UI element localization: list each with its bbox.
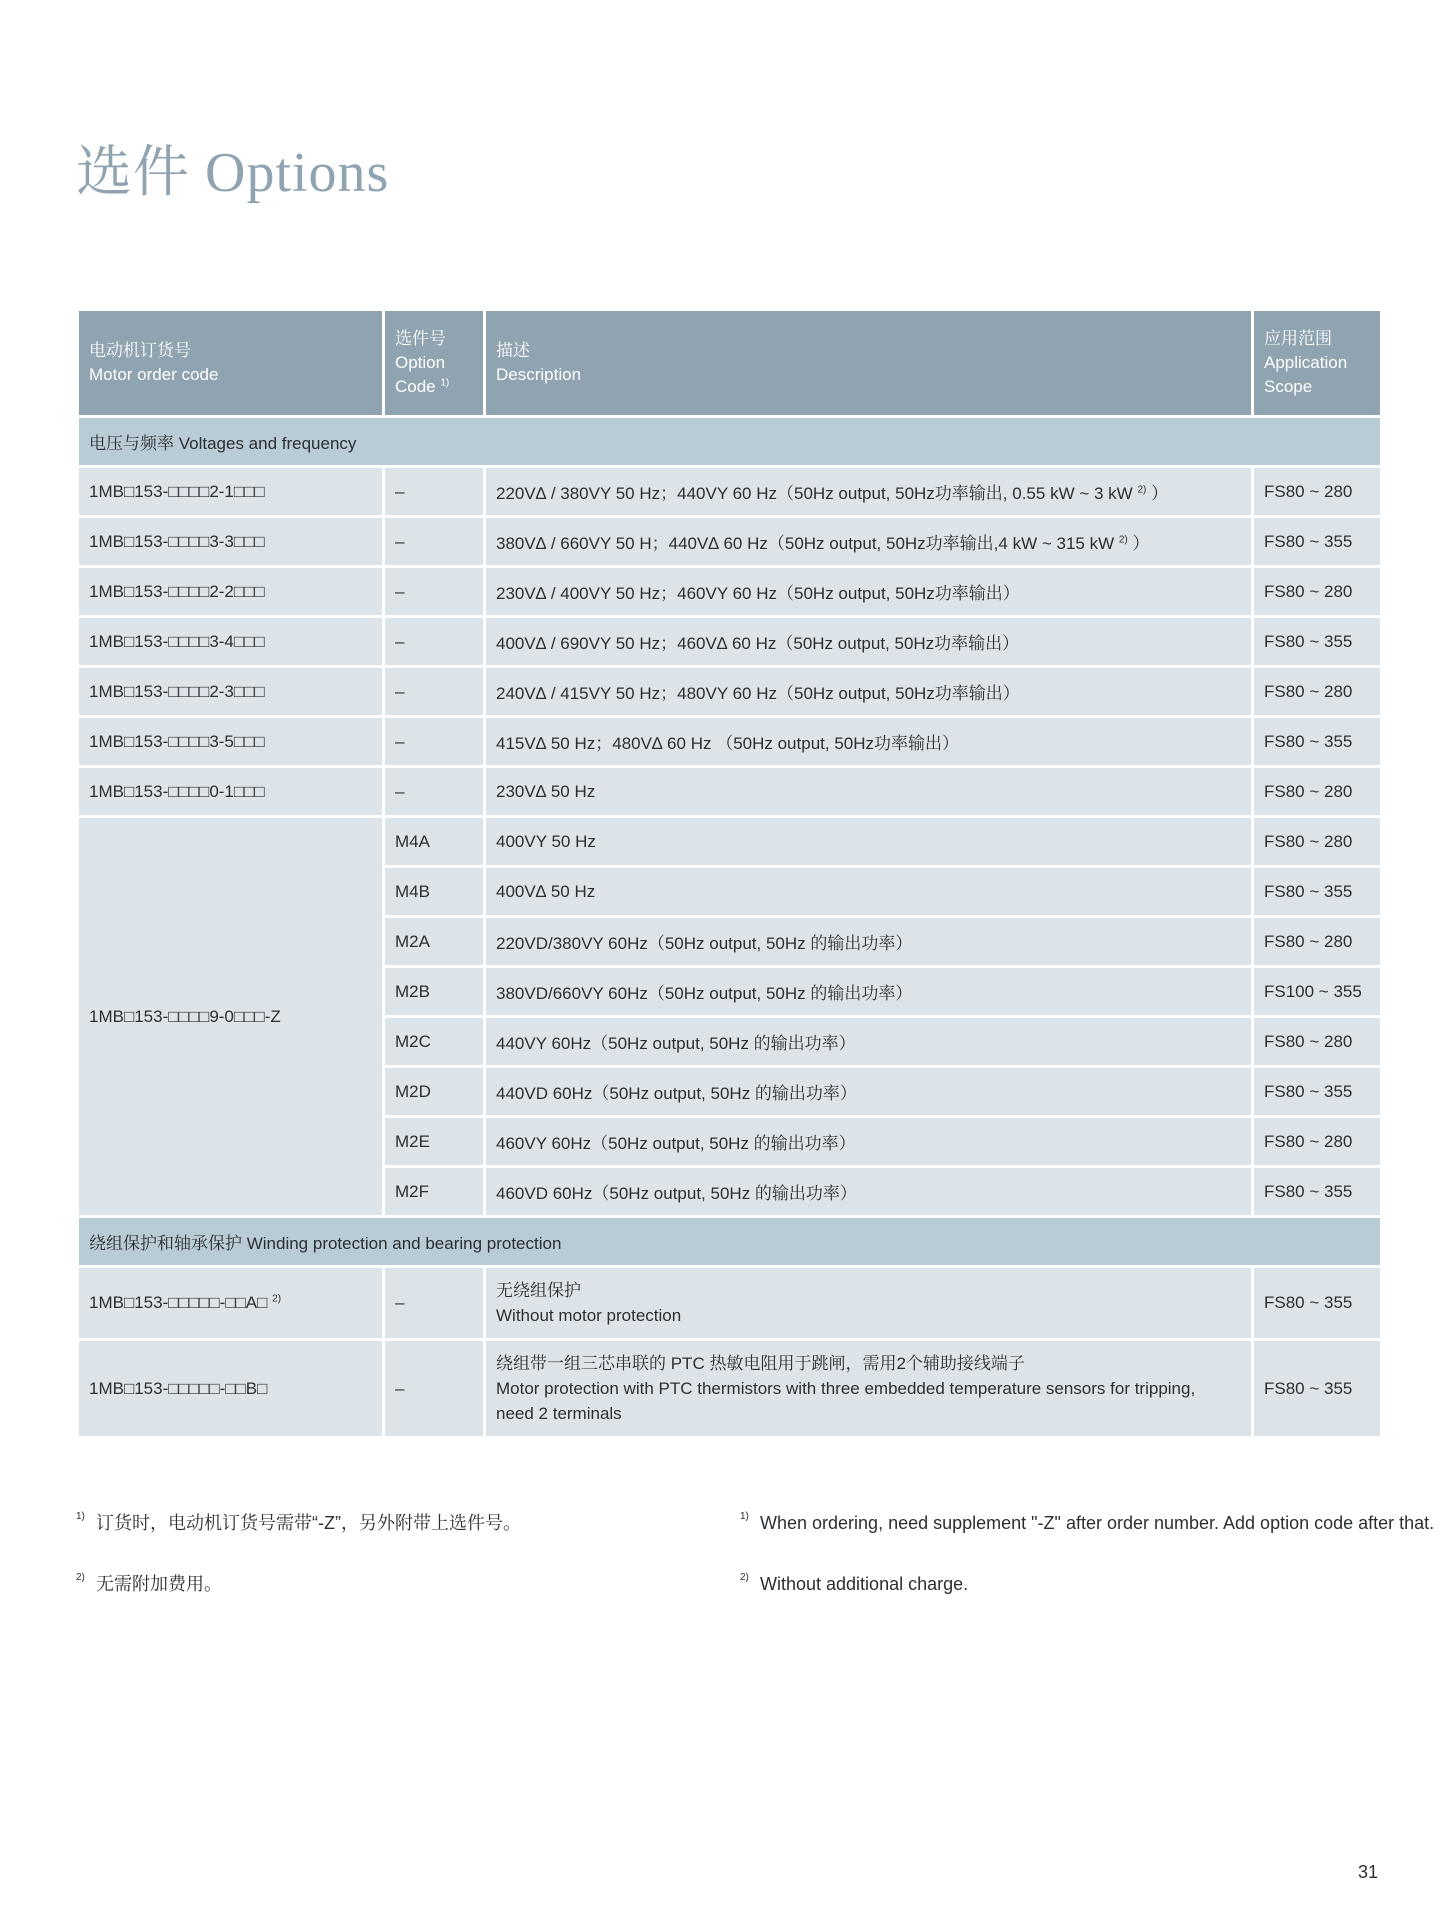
motor-code-cell: 1MB□153-□□□□3-3□□□ xyxy=(78,517,384,567)
description-cell: 230V∆ / 400VY 50 Hz；460VY 60 Hz（50Hz output, 50Hz功率输出） xyxy=(485,567,1253,617)
footnote-en-1 xyxy=(740,1510,1440,1537)
table-row xyxy=(78,667,1382,717)
description-text: 220V∆ / 380VY 50 Hz；440VY 60 Hz（50Hz output, 50Hz功率输出, 0.55 kW ~ 3 kW xyxy=(496,484,1133,503)
scope-cell: FS80 ~ 355 xyxy=(1253,1167,1382,1217)
motor-code-text: 1MB□153-□□□□□-□□A□ xyxy=(89,1293,268,1312)
scope-cell: FS80 ~ 355 xyxy=(1253,617,1382,667)
section-title: 电压与频率 Voltages and frequency xyxy=(78,417,1382,467)
option-code-cell: – xyxy=(384,1267,485,1340)
motor-code-cell: 1MB□153-□□□□3-5□□□ xyxy=(78,717,384,767)
scope-cell: FS100 ~ 355 xyxy=(1253,967,1382,1017)
table-row xyxy=(78,717,1382,767)
option-code-cell: – xyxy=(384,567,485,617)
header-motor-order-code xyxy=(78,310,384,417)
motor-code-cell: 1MB□153-□□□□2-1□□□ xyxy=(78,467,384,517)
description-cell: 400V∆ 50 Hz xyxy=(485,867,1253,917)
table-row xyxy=(78,517,1382,567)
header-label-en: Description xyxy=(496,365,582,384)
header-label-en: Application xyxy=(1264,353,1348,372)
scope-cell: FS80 ~ 280 xyxy=(1253,567,1382,617)
options-table xyxy=(76,308,1383,1439)
scope-cell: FS80 ~ 355 xyxy=(1253,517,1382,567)
scope-cell: FS80 ~ 280 xyxy=(1253,767,1382,817)
scope-cell: FS80 ~ 280 xyxy=(1253,467,1382,517)
footnote-marker: 2) xyxy=(272,1293,282,1305)
section-row xyxy=(78,417,1382,467)
description-en: Motor protection with PTC thermistors with three embedded temperature sensors for tripping, xyxy=(496,1379,1196,1398)
footnote-marker: 2) xyxy=(1137,484,1147,496)
header-label-cn: 选件号 xyxy=(395,329,446,348)
scope-cell: FS80 ~ 355 xyxy=(1253,1340,1382,1438)
scope-cell: FS80 ~ 280 xyxy=(1253,817,1382,867)
motor-code-cell: 1MB□153-□□□□3-4□□□ xyxy=(78,617,384,667)
option-code-cell: – xyxy=(384,517,485,567)
scope-cell: FS80 ~ 355 xyxy=(1253,1067,1382,1117)
description-cell: 380VD/660VY 60Hz（50Hz output, 50Hz 的输出功率） xyxy=(485,967,1253,1017)
table-row xyxy=(78,817,1382,867)
footnote-text: When ordering, need supplement "-Z" after order number. Add option code after that. xyxy=(760,1513,1435,1533)
description-text-end: ） xyxy=(1127,534,1150,553)
option-code-cell: M2F xyxy=(384,1167,485,1217)
scope-cell: FS80 ~ 355 xyxy=(1253,1267,1382,1340)
footnote-cn-2 xyxy=(76,1571,716,1598)
description-cell: 440VD 60Hz（50Hz output, 50Hz 的输出功率） xyxy=(485,1067,1253,1117)
motor-code-cell: 1MB□153-□□□□2-3□□□ xyxy=(78,667,384,717)
section-row xyxy=(78,1217,1382,1267)
footnote-cn-1 xyxy=(76,1510,716,1537)
description-cell: 400VY 50 Hz xyxy=(485,817,1253,867)
description-text: 380V∆ / 660VY 50 H；440V∆ 60 Hz（50Hz output, 50Hz功率输出,4 kW ~ 315 kW xyxy=(496,534,1115,553)
motor-code-cell: 1MB□153-□□□□9-0□□□-Z xyxy=(78,817,384,1217)
footnote-marker: 1) xyxy=(76,1511,85,1522)
description-cell: 460VY 60Hz（50Hz output, 50Hz 的输出功率） xyxy=(485,1117,1253,1167)
scope-cell: FS80 ~ 355 xyxy=(1253,867,1382,917)
footnote-marker: 2) xyxy=(740,1572,749,1583)
option-code-cell: M2C xyxy=(384,1017,485,1067)
scope-cell: FS80 ~ 280 xyxy=(1253,1017,1382,1067)
page-number: 31 xyxy=(1357,1862,1378,1882)
section-title: 绕组保护和轴承保护 Winding protection and bearing protection xyxy=(78,1217,1382,1267)
table-row xyxy=(78,567,1382,617)
description-cell xyxy=(485,1340,1253,1438)
header-label-cn: 描述 xyxy=(496,341,530,360)
option-code-cell: M2B xyxy=(384,967,485,1017)
description-cell xyxy=(485,1267,1253,1340)
table-row xyxy=(78,1340,1382,1438)
description-cn: 无绕组保护 xyxy=(496,1281,581,1300)
table-row xyxy=(78,467,1382,517)
header-application-scope xyxy=(1253,310,1382,417)
description-cell: 460VD 60Hz（50Hz output, 50Hz 的输出功率） xyxy=(485,1167,1253,1217)
page-title: 选件 Options xyxy=(76,142,390,204)
description-cell: 440VY 60Hz（50Hz output, 50Hz 的输出功率） xyxy=(485,1017,1253,1067)
scope-cell: FS80 ~ 280 xyxy=(1253,917,1382,967)
header-label-en: Scope xyxy=(1264,377,1313,396)
option-code-cell: M2D xyxy=(384,1067,485,1117)
motor-code-cell: 1MB□153-□□□□0-1□□□ xyxy=(78,767,384,817)
option-code-cell: M2A xyxy=(384,917,485,967)
scope-cell: FS80 ~ 280 xyxy=(1253,667,1382,717)
table-row xyxy=(78,617,1382,667)
header-label-en xyxy=(395,375,473,399)
motor-code-cell: 1MB□153-□□□□2-2□□□ xyxy=(78,567,384,617)
option-code-cell: – xyxy=(384,767,485,817)
footnote-marker: 2) xyxy=(76,1572,85,1583)
option-code-cell: – xyxy=(384,467,485,517)
header-label-cn: 电动机订货号 xyxy=(89,341,191,360)
option-code-cell: M2E xyxy=(384,1117,485,1167)
description-cn: 绕组带一组三芯串联的 PTC 热敏电阻用于跳闸，需用2个辅助接线端子 xyxy=(496,1354,1025,1373)
footnote-marker: 2) xyxy=(1118,534,1128,546)
header-label-en-text: Code xyxy=(395,377,436,396)
footnote-marker: 1) xyxy=(740,1511,749,1522)
footnote-marker: 1) xyxy=(440,377,450,389)
scope-cell: FS80 ~ 280 xyxy=(1253,1117,1382,1167)
description-cell xyxy=(485,517,1253,567)
header-description xyxy=(485,310,1253,417)
scope-cell: FS80 ~ 355 xyxy=(1253,717,1382,767)
header-label-en: Option xyxy=(395,353,446,372)
description-cell: 415V∆ 50 Hz；480V∆ 60 Hz （50Hz output, 50Hz功率输出） xyxy=(485,717,1253,767)
header-label-en: Motor order code xyxy=(89,365,219,384)
footnote-en-2 xyxy=(740,1571,1380,1598)
option-code-cell: – xyxy=(384,1340,485,1438)
option-code-cell: – xyxy=(384,717,485,767)
description-cell: 400V∆ / 690VY 50 Hz；460V∆ 60 Hz（50Hz output, 50Hz功率输出） xyxy=(485,617,1253,667)
header-label-cn: 应用范围 xyxy=(1264,329,1332,348)
description-cell: 230V∆ 50 Hz xyxy=(485,767,1253,817)
motor-code-cell: 1MB□153-□□□□□-□□B□ xyxy=(78,1340,384,1438)
header-row xyxy=(78,310,1382,417)
description-cell: 220VD/380VY 60Hz（50Hz output, 50Hz 的输出功率） xyxy=(485,917,1253,967)
footnote-text: 订货时，电动机订货号需带“-Z”，另外附带上选件号。 xyxy=(96,1513,521,1533)
option-code-cell: – xyxy=(384,617,485,667)
description-text-end: ） xyxy=(1146,484,1169,503)
footnote-text: Without additional charge. xyxy=(760,1574,969,1594)
footnote-text: 无需附加费用。 xyxy=(96,1574,222,1594)
header-option-code xyxy=(384,310,485,417)
description-cell: 240V∆ / 415VY 50 Hz；480VY 60 Hz（50Hz output, 50Hz功率输出） xyxy=(485,667,1253,717)
description-en: need 2 terminals xyxy=(496,1404,622,1423)
description-cell xyxy=(485,467,1253,517)
table-row xyxy=(78,1267,1382,1340)
table-row xyxy=(78,767,1382,817)
motor-code-cell xyxy=(78,1267,384,1340)
option-code-cell: M4B xyxy=(384,867,485,917)
option-code-cell: – xyxy=(384,667,485,717)
description-en: Without motor protection xyxy=(496,1306,682,1325)
option-code-cell: M4A xyxy=(384,817,485,867)
